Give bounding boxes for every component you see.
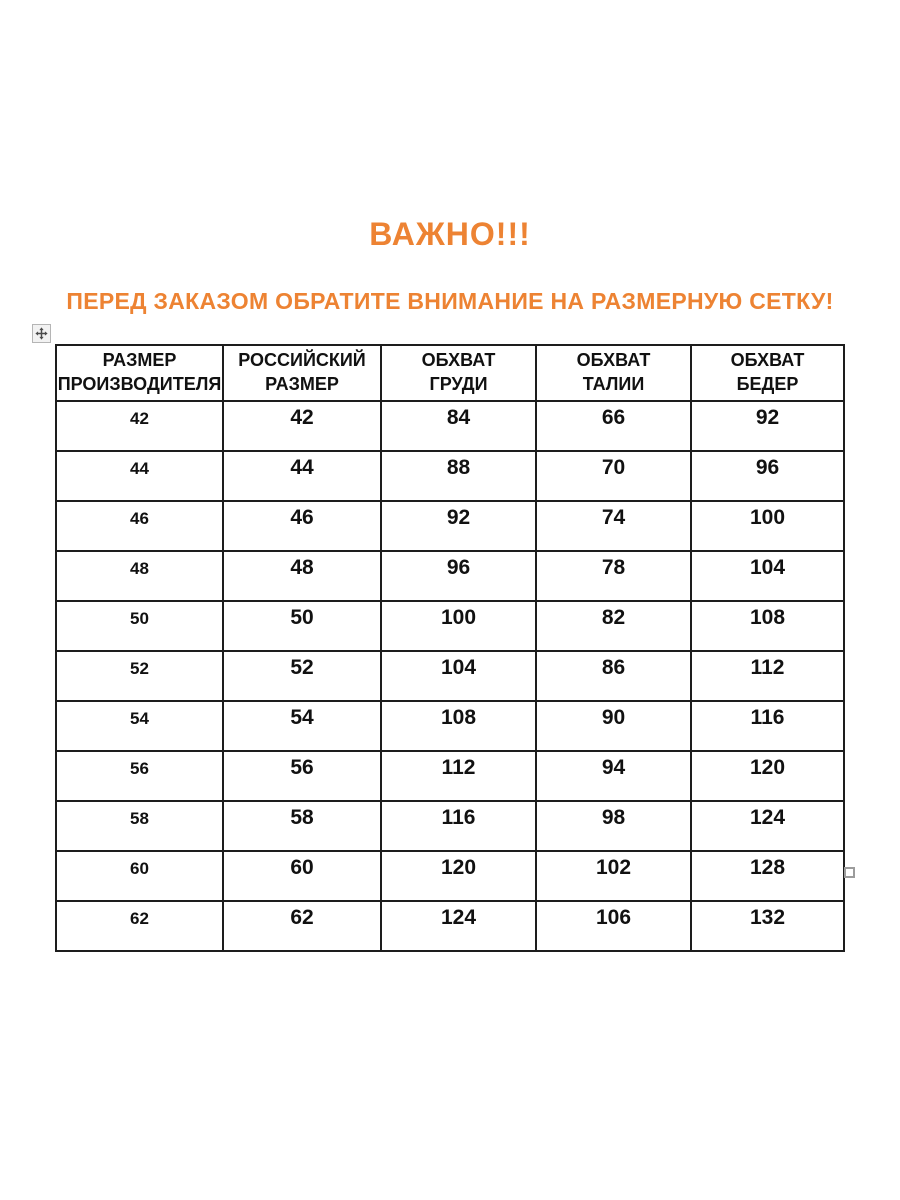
table-cell: 46	[56, 501, 223, 551]
table-row	[56, 901, 844, 951]
size-table-body	[56, 401, 844, 951]
size-table-header-row	[56, 345, 844, 401]
table-row	[56, 501, 844, 551]
table-cell: 90	[536, 701, 691, 751]
table-cell: 66	[536, 401, 691, 451]
table-move-arrows-icon	[35, 327, 48, 340]
table-cell: 100	[691, 501, 844, 551]
table-cell: 102	[536, 851, 691, 901]
size-chart-table-container	[55, 344, 845, 952]
table-cell: 124	[691, 801, 844, 851]
table-cell: 74	[536, 501, 691, 551]
table-cell: 96	[381, 551, 536, 601]
table-cell: 70	[536, 451, 691, 501]
table-cell: 60	[223, 851, 381, 901]
table-cell: 94	[536, 751, 691, 801]
table-cell: 112	[691, 651, 844, 701]
table-cell: 92	[691, 401, 844, 451]
table-row	[56, 651, 844, 701]
table-resize-handle[interactable]	[844, 867, 855, 878]
table-cell: 58	[223, 801, 381, 851]
table-cell: 60	[56, 851, 223, 901]
table-cell: 84	[381, 401, 536, 451]
table-row	[56, 551, 844, 601]
table-cell: 52	[223, 651, 381, 701]
table-row	[56, 851, 844, 901]
table-row	[56, 801, 844, 851]
table-cell: 116	[381, 801, 536, 851]
table-cell: 96	[691, 451, 844, 501]
table-row	[56, 751, 844, 801]
table-cell: 128	[691, 851, 844, 901]
table-cell: 108	[691, 601, 844, 651]
table-cell: 54	[56, 701, 223, 751]
table-cell: 56	[56, 751, 223, 801]
table-cell: 116	[691, 701, 844, 751]
column-header: ОБХВАТ ТАЛИИ	[536, 345, 691, 401]
table-row	[56, 601, 844, 651]
page-title: ВАЖНО!!!	[369, 216, 531, 252]
table-cell: 120	[691, 751, 844, 801]
table-cell: 62	[56, 901, 223, 951]
table-cell: 132	[691, 901, 844, 951]
table-cell: 56	[223, 751, 381, 801]
table-cell: 82	[536, 601, 691, 651]
table-cell: 92	[381, 501, 536, 551]
table-cell: 100	[381, 601, 536, 651]
table-cell: 42	[56, 401, 223, 451]
column-header: ОБХВАТ БЕДЕР	[691, 345, 844, 401]
table-cell: 124	[381, 901, 536, 951]
table-cell: 54	[223, 701, 381, 751]
table-cell: 120	[381, 851, 536, 901]
table-row	[56, 451, 844, 501]
table-cell: 86	[536, 651, 691, 701]
table-cell: 44	[223, 451, 381, 501]
table-cell: 78	[536, 551, 691, 601]
table-cell: 98	[536, 801, 691, 851]
table-cell: 52	[56, 651, 223, 701]
table-cell: 108	[381, 701, 536, 751]
table-cell: 88	[381, 451, 536, 501]
table-cell: 104	[691, 551, 844, 601]
column-header: РАЗМЕР ПРОИЗВОДИТЕЛЯ	[56, 345, 223, 401]
table-cell: 42	[223, 401, 381, 451]
table-cell: 48	[56, 551, 223, 601]
column-header: РОССИЙСКИЙ РАЗМЕР	[223, 345, 381, 401]
table-cell: 62	[223, 901, 381, 951]
table-cell: 50	[223, 601, 381, 651]
table-cell: 104	[381, 651, 536, 701]
table-cell: 58	[56, 801, 223, 851]
table-row	[56, 401, 844, 451]
table-cell: 106	[536, 901, 691, 951]
column-header: ОБХВАТ ГРУДИ	[381, 345, 536, 401]
table-cell: 50	[56, 601, 223, 651]
table-row	[56, 701, 844, 751]
size-chart-table	[55, 344, 845, 952]
table-cell: 48	[223, 551, 381, 601]
page-subtitle: ПЕРЕД ЗАКАЗОМ ОБРАТИТЕ ВНИМАНИЕ НА РАЗМЕРНУЮ СЕТКУ!	[66, 288, 834, 314]
table-move-handle[interactable]	[32, 324, 51, 343]
table-cell: 46	[223, 501, 381, 551]
table-cell: 44	[56, 451, 223, 501]
table-cell: 112	[381, 751, 536, 801]
